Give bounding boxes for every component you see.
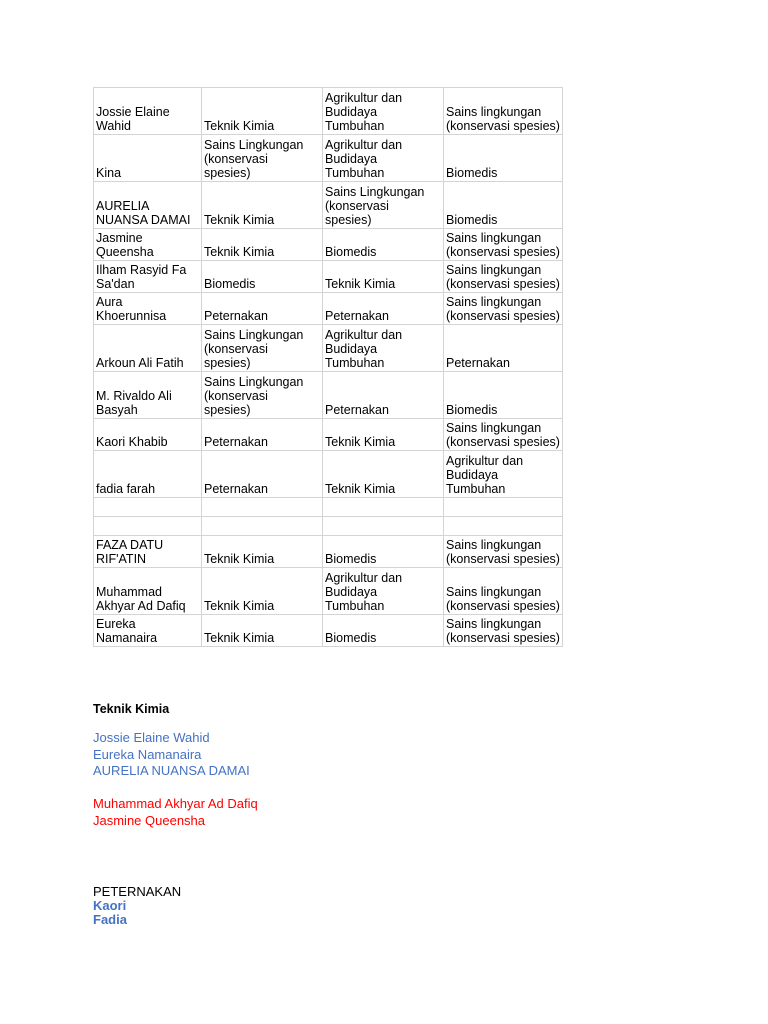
- table-row: [94, 615, 563, 647]
- choice-1-cell: Peternakan: [202, 293, 323, 325]
- choice-1-cell: Teknik Kimia: [202, 229, 323, 261]
- choice-1-cell: Teknik Kimia: [202, 88, 323, 135]
- choice-1-cell: Sains Lingkungan (konservasi spesies): [202, 325, 323, 372]
- peternakan-heading: PETERNAKAN: [93, 884, 182, 899]
- choice-3-cell: Sains lingkungan (konservasi spesies): [444, 293, 563, 325]
- student-name-cell: Ilham Rasyid Fa Sa'dan: [94, 261, 202, 293]
- choice-3-cell: [444, 517, 563, 536]
- choice-3-cell: Sains lingkungan (konservasi spesies): [444, 261, 563, 293]
- student-name-cell: Kina: [94, 135, 202, 182]
- table-row: [94, 229, 563, 261]
- choice-2-cell: Teknik Kimia: [323, 419, 444, 451]
- student-name-cell: M. Rivaldo Ali Basyah: [94, 372, 202, 419]
- student-name-cell: AURELIA NUANSA DAMAI: [94, 182, 202, 229]
- teknik-kimia-heading: Teknik Kimia: [93, 702, 170, 716]
- list-item: Muhammad Akhyar Ad Dafiq: [93, 796, 258, 811]
- student-name-cell: Kaori Khabib: [94, 419, 202, 451]
- choice-3-cell: Biomedis: [444, 135, 563, 182]
- choice-2-cell: Agrikultur dan Budidaya Tumbuhan: [323, 568, 444, 615]
- choice-3-cell: Peternakan: [444, 325, 563, 372]
- table-row: [94, 182, 563, 229]
- choice-1-cell: Sains Lingkungan (konservasi spesies): [202, 372, 323, 419]
- list-item: Kaori: [93, 898, 127, 913]
- table-row: [94, 293, 563, 325]
- table-row: [94, 419, 563, 451]
- student-name-cell: Arkoun Ali Fatih: [94, 325, 202, 372]
- student-name-cell: [94, 498, 202, 517]
- table-row: [94, 261, 563, 293]
- choice-3-cell: Sains lingkungan (konservasi spesies): [444, 419, 563, 451]
- choice-2-cell: Teknik Kimia: [323, 261, 444, 293]
- teknik-kimia-blue-list: [93, 730, 250, 780]
- choice-1-cell: Biomedis: [202, 261, 323, 293]
- choice-2-cell: Teknik Kimia: [323, 451, 444, 498]
- table-row: [94, 325, 563, 372]
- choice-3-cell: Sains lingkungan (konservasi spesies): [444, 568, 563, 615]
- list-item: Jossie Elaine Wahid: [93, 730, 210, 745]
- choice-1-cell: Sains Lingkungan (konservasi spesies): [202, 135, 323, 182]
- choice-3-cell: Sains lingkungan (konservasi spesies): [444, 536, 563, 568]
- peternakan-list: [93, 899, 127, 927]
- choice-3-cell: Sains lingkungan (konservasi spesies): [444, 88, 563, 135]
- student-name-cell: Jasmine Queensha: [94, 229, 202, 261]
- choice-2-cell: [323, 517, 444, 536]
- choice-3-cell: Sains lingkungan (konservasi spesies): [444, 229, 563, 261]
- choice-2-cell: Agrikultur dan Budidaya Tumbuhan: [323, 88, 444, 135]
- table-row: [94, 517, 563, 536]
- table-row: [94, 135, 563, 182]
- choice-3-cell: [444, 498, 563, 517]
- choice-1-cell: Teknik Kimia: [202, 568, 323, 615]
- choice-1-cell: Peternakan: [202, 419, 323, 451]
- choice-3-cell: Sains lingkungan (konservasi spesies): [444, 615, 563, 647]
- choice-3-cell: Biomedis: [444, 372, 563, 419]
- table-row: [94, 536, 563, 568]
- student-name-cell: Muhammad Akhyar Ad Dafiq: [94, 568, 202, 615]
- choice-2-cell: Peternakan: [323, 372, 444, 419]
- choice-2-cell: Biomedis: [323, 615, 444, 647]
- table-row: [94, 451, 563, 498]
- choice-2-cell: Biomedis: [323, 229, 444, 261]
- choice-1-cell: Teknik Kimia: [202, 182, 323, 229]
- choice-2-cell: [323, 498, 444, 517]
- choice-1-cell: Teknik Kimia: [202, 615, 323, 647]
- list-item: Eureka Namanaira: [93, 746, 202, 762]
- list-item: Jasmine Queensha: [93, 812, 206, 828]
- choice-1-cell: [202, 517, 323, 536]
- choice-1-cell: Teknik Kimia: [202, 536, 323, 568]
- table-row: [94, 372, 563, 419]
- student-name-cell: fadia farah: [94, 451, 202, 498]
- list-item: Fadia: [93, 912, 127, 927]
- student-name-cell: Aura Khoerunnisa: [94, 293, 202, 325]
- teknik-kimia-red-list: [93, 796, 258, 829]
- assignment-table: [93, 87, 563, 647]
- choice-2-cell: Agrikultur dan Budidaya Tumbuhan: [323, 135, 444, 182]
- table-row: [94, 568, 563, 615]
- student-name-cell: [94, 517, 202, 536]
- choice-3-cell: Biomedis: [444, 182, 563, 229]
- choice-1-cell: [202, 498, 323, 517]
- student-name-cell: Jossie Elaine Wahid: [94, 88, 202, 135]
- student-name-cell: Eureka Namanaira: [94, 615, 202, 647]
- choice-1-cell: Peternakan: [202, 451, 323, 498]
- list-item: AURELIA NUANSA DAMAI: [93, 763, 250, 778]
- choice-2-cell: Biomedis: [323, 536, 444, 568]
- assignment-table-body: [94, 88, 563, 647]
- table-row: [94, 88, 563, 135]
- choice-3-cell: Agrikultur dan Budidaya Tumbuhan: [444, 451, 563, 498]
- table-row: [94, 498, 563, 517]
- choice-2-cell: Sains Lingkungan (konservasi spesies): [323, 182, 444, 229]
- student-name-cell: FAZA DATU RIF'ATIN: [94, 536, 202, 568]
- choice-2-cell: Agrikultur dan Budidaya Tumbuhan: [323, 325, 444, 372]
- choice-2-cell: Peternakan: [323, 293, 444, 325]
